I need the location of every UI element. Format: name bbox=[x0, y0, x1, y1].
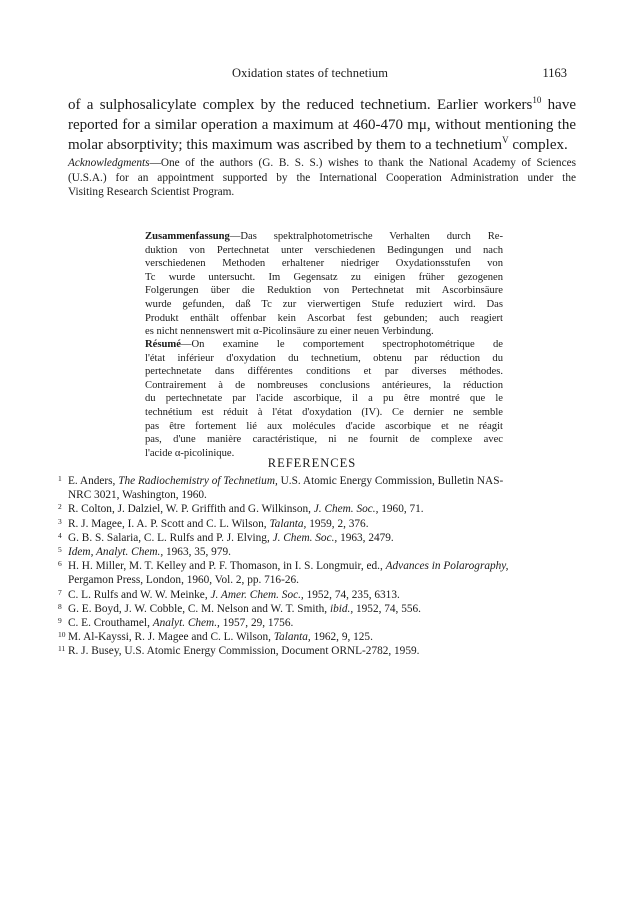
reference-text: G. B. S. Salaria, C. L. Rulfs and P. J. Elving, J. Chem. Soc., 1963, 2479. bbox=[68, 531, 394, 544]
reference-journal: ibid., bbox=[329, 602, 354, 615]
reference-journal: Analyt. Chem., bbox=[152, 617, 220, 630]
reference-number: 6 bbox=[58, 559, 62, 569]
abstract-line: es nicht nennenswert mit α-Picolinsäure zu einer neuen Verbindung. bbox=[145, 326, 434, 338]
body-line-text: of a sulphosalicylate complex by the reduced technetium. Earlier workers bbox=[68, 97, 533, 113]
reference-journal: J. Chem. Soc., bbox=[272, 531, 338, 544]
abstract-line: du pertechnetate par l'acide ascorbique, il a pu être montré que le bbox=[145, 393, 503, 405]
reference-text: C. L. Rulfs and W. W. Meinke, J. Amer. Chem. Soc., 1952, 74, 235, 6313. bbox=[68, 588, 400, 601]
reference-text: G. E. Boyd, J. W. Cobble, C. M. Nelson and W. T. Smith, ibid., 1952, 74, 556. bbox=[68, 602, 421, 615]
abstract-line: pas, d'une manière caractéristique, ni ne fournit de complexe avec bbox=[145, 434, 503, 446]
ack-line: Visiting Research Scientist Program. bbox=[68, 186, 235, 198]
reference-number: 1 bbox=[58, 474, 62, 483]
abstract-line: wurde gefunden, daß Tc zur vierwertigen Stufe reduziert wird. Das bbox=[145, 298, 503, 310]
reference-text: H. H. Miller, M. T. Kelley and P. F. Thomason, in I. S. Longmuir, ed., Advances in Polarography, bbox=[68, 560, 509, 573]
reference-journal: The Radiochemistry of Technetium, bbox=[118, 475, 278, 487]
reference-item bbox=[60, 545, 576, 559]
reference-item bbox=[60, 474, 576, 502]
zusammenfassung-abstract bbox=[145, 230, 503, 339]
reference-text: E. Anders, The Radiochemistry of Technetium, U.S. Atomic Energy Commission, Bulletin NAS- bbox=[68, 475, 504, 487]
abstract-lead: Zusammenfassung bbox=[145, 231, 230, 242]
reference-journal: Talanta, bbox=[273, 631, 311, 644]
reference-continuation: NRC 3021, Washington, 1960. bbox=[68, 489, 207, 502]
reference-number: 11 bbox=[58, 644, 66, 654]
body-line-text: molar absorptivity; this maximum was ascribed by them to a technetium bbox=[68, 137, 503, 153]
reference-item bbox=[60, 531, 576, 545]
abstract-line: l'état inférieur d'oxydation du technetium, obtenu par réduction du bbox=[145, 352, 503, 364]
reference-item bbox=[60, 502, 576, 516]
reference-number: 7 bbox=[58, 587, 62, 597]
abstract-line: Tc wurde untersucht. Im Gegensatz zu einigen früher gezogenen bbox=[145, 271, 503, 283]
abstract-line bbox=[145, 338, 503, 352]
references-list bbox=[60, 474, 576, 659]
references-heading: REFERENCES bbox=[267, 456, 357, 470]
abstract-line: pertechnetate dans différentes conditions et par diverses méthodes. bbox=[145, 366, 503, 378]
oxidation-state-superscript: V bbox=[502, 135, 509, 145]
reference-journal: J. Amer. Chem. Soc., bbox=[210, 588, 304, 601]
abstract-line bbox=[145, 230, 503, 244]
body-line: reported for a similar operation a maximum at 460-470 mμ, without mentioning the bbox=[68, 117, 576, 133]
reference-number: 8 bbox=[58, 601, 62, 611]
body-line bbox=[68, 135, 576, 155]
reference-item bbox=[60, 559, 576, 587]
reference-number: 2 bbox=[58, 502, 62, 512]
reference-text: C. E. Crouthamel, Analyt. Chem., 1957, 29, 1756. bbox=[68, 617, 294, 630]
ack-text: —One of the authors (G. B. S. S.) wishes to thank the National Academy of Sciences bbox=[149, 157, 576, 169]
reference-text: R. J. Busey, U.S. Atomic Energy Commission, Document ORNL-2782, 1959. bbox=[68, 645, 420, 658]
reference-number: 10 bbox=[58, 630, 66, 640]
ack-line: (U.S.A.) for an appointment supported by the International Cooperation Administration under the bbox=[68, 171, 576, 184]
ack-lead: Acknowledgments bbox=[68, 157, 150, 169]
reference-text: M. Al-Kayssi, R. J. Magee and C. L. Wilson, Talanta, 1962, 9, 125. bbox=[68, 631, 373, 644]
citation-superscript: 10 bbox=[532, 95, 542, 105]
reference-continuation: Pergamon Press, London, 1960, Vol. 2, pp. 716-26. bbox=[68, 574, 299, 587]
abstract-text: —On examine le comportement spectrophotométrique de bbox=[180, 339, 503, 350]
running-title: Oxidation states of technetium bbox=[232, 66, 389, 80]
abstract-line: verschiedenen Methoden erhaltener niedriger Oxydationsstufen von bbox=[145, 258, 503, 270]
page-number: 1163 bbox=[542, 66, 567, 80]
reference-text: R. Colton, J. Dalziel, W. P. Griffith and G. Wilkinson, J. Chem. Soc., 1960, 71. bbox=[68, 503, 424, 516]
reference-item bbox=[60, 602, 576, 616]
ack-line bbox=[68, 156, 576, 171]
reference-journal: Talanta, bbox=[269, 517, 307, 530]
resume-abstract bbox=[145, 338, 503, 460]
abstract-line: pas être fortement lié aux molécules d'acide ascorbique et ne réagit bbox=[145, 420, 503, 432]
reference-journal: Advances in Polarography, bbox=[385, 560, 509, 573]
body-line-text: complex. bbox=[508, 137, 568, 153]
reference-journal: Idem, Analyt. Chem., bbox=[68, 546, 164, 559]
body-paragraph bbox=[68, 95, 576, 155]
abstract-line: technétium est réduit à l'état d'oxydation (IV). Ce dernier ne semble bbox=[145, 406, 503, 418]
reference-item bbox=[60, 588, 576, 602]
abstract-line: Contrairement à de nombreuses conclusions antérieures, la réduction bbox=[145, 379, 503, 391]
body-line-text: have bbox=[541, 97, 576, 113]
reference-number: 5 bbox=[58, 545, 62, 555]
reference-item bbox=[60, 644, 576, 658]
body-line bbox=[68, 95, 576, 115]
abstract-line: Produkt enthält offenbar kein Ascorbat fest gebunden; auch reagiert bbox=[145, 312, 503, 324]
reference-number: 4 bbox=[58, 530, 62, 540]
reference-item bbox=[60, 630, 576, 644]
abstract-line: duktion von Pertechnetat unter verschiedenen Bedingungen und nach bbox=[145, 244, 503, 256]
reference-number: 3 bbox=[58, 516, 62, 526]
abstract-text: —Das spektralphotometrische Verhalten durch Re- bbox=[229, 231, 503, 242]
abstract-line: Folgerungen über die Reduktion von Pertechnetat mit Ascorbinsäure bbox=[145, 285, 503, 297]
abstract-line: l'acide α-picolinique. bbox=[145, 447, 235, 459]
reference-number: 9 bbox=[58, 616, 62, 626]
running-header bbox=[0, 66, 624, 84]
reference-text: R. J. Magee, I. A. P. Scott and C. L. Wilson, Talanta, 1959, 2, 376. bbox=[68, 517, 369, 530]
reference-text: Idem, Analyt. Chem., 1963, 35, 979. bbox=[68, 546, 231, 559]
acknowledgments bbox=[68, 156, 576, 200]
reference-journal: J. Chem. Soc., bbox=[313, 503, 379, 516]
reference-item bbox=[60, 616, 576, 630]
reference-item bbox=[60, 517, 576, 531]
abstract-lead: Résumé bbox=[145, 339, 181, 350]
